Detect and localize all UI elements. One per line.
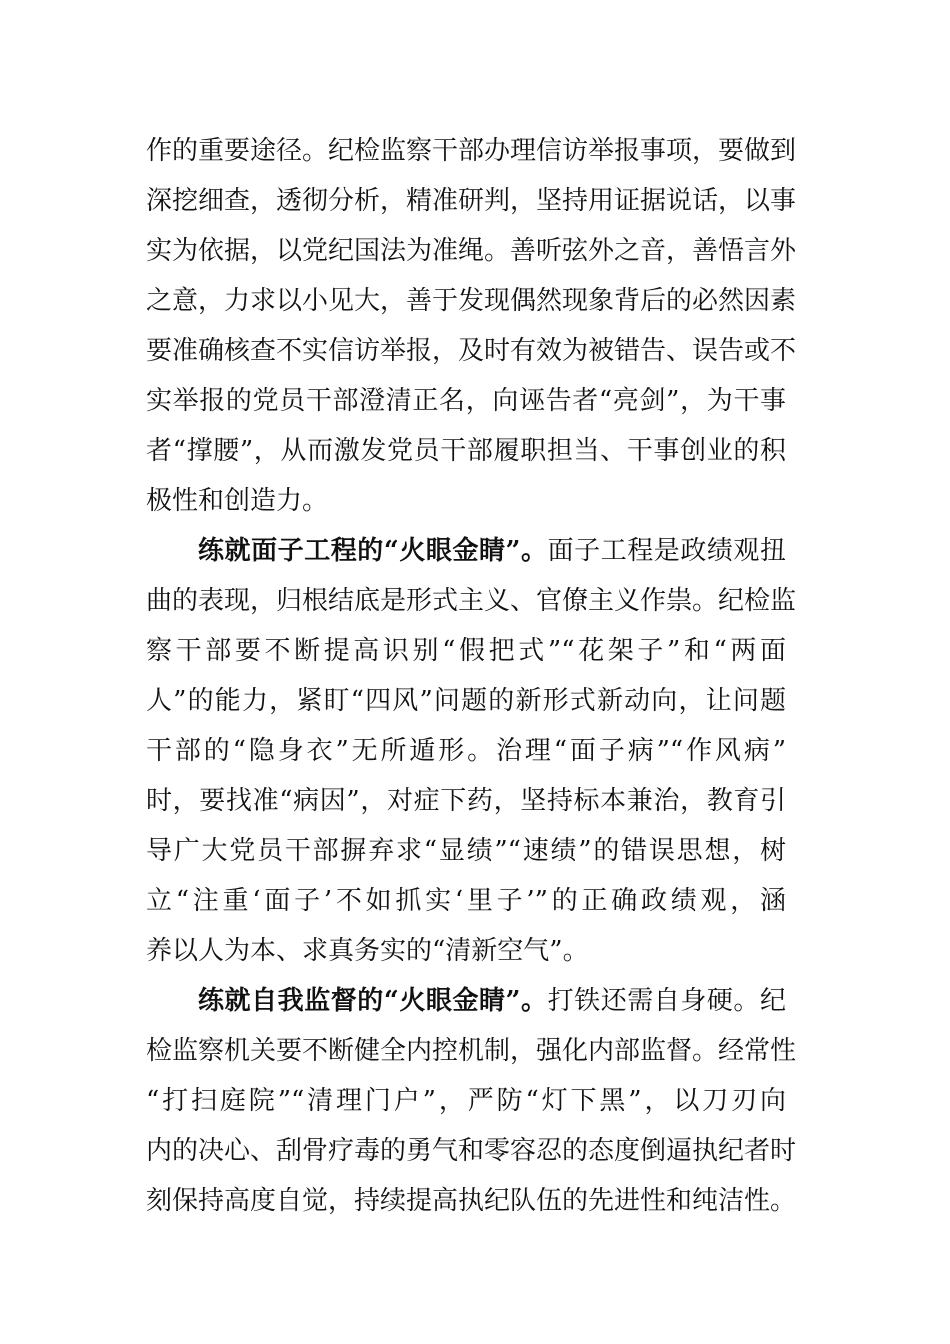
- text-line: 内的决心、刮骨疗毒的勇气和零容忍的态度倒逼执纪者时: [146, 1136, 797, 1166]
- text-line: 察干部要不断提高识别“假把式”“花架子”和“两面: [146, 636, 786, 666]
- document-body: [146, 126, 797, 1226]
- paragraph-3: [146, 976, 797, 1226]
- text-line: 检监察机关要不断健全内控机制，强化内部监督。经常性: [146, 1036, 797, 1066]
- text-line: 人”的能力，紧盯“四风”问题的新形式新动向，让问题: [146, 686, 786, 716]
- text-line: 立“注重‘面子’不如抓实‘里子’”的正确政绩观，涵: [146, 886, 786, 916]
- text-line: 干部的“隐身衣”无所遁形。治理“面子病”“作风病”: [146, 736, 786, 766]
- text-line: 者“撑腰”，从而激发党员干部履职担当、干事创业的积: [146, 436, 786, 466]
- text-line: 要准确核查不实信访举报，及时有效为被错告、误告或不: [146, 336, 797, 366]
- paragraph-heading: 练就面子工程的“火眼金睛”。: [198, 536, 548, 566]
- text-line: “打扫庭院”“清理门户”，严防“灯下黑”，以刀刃向: [146, 1086, 786, 1116]
- paragraph-heading: 练就自我监督的“火眼金睛”。: [198, 986, 548, 1016]
- text-line: 实举报的党员干部澄清正名，向诬告者“亮剑”，为干事: [146, 386, 786, 416]
- text-line: 刻保持高度自觉，持续提高执纪队伍的先进性和纯洁性。: [146, 1186, 797, 1216]
- paragraph-1: [146, 126, 797, 526]
- text-line: 导广大党员干部摒弃求“显绩”“速绩”的错误思想，树: [146, 836, 786, 866]
- text-line: 作的重要途径。纪检监察干部办理信访举报事项，要做到: [146, 136, 797, 166]
- paragraph-text: 打铁还需自身硬。纪: [547, 986, 786, 1016]
- text-line: 时，要找准“病因”，对症下药，坚持标本兼治，教育引: [146, 786, 786, 816]
- paragraph-2: [146, 526, 797, 976]
- paragraph-text: 面子工程是政绩观扭: [547, 536, 786, 566]
- text-line: 深挖细查，透彻分析，精准研判，坚持用证据说话，以事: [146, 186, 797, 216]
- text-line: 养以人为本、求真务实的“清新空气”。: [146, 936, 589, 966]
- text-line: 曲的表现，归根结底是形式主义、官僚主义作祟。纪检监: [146, 586, 797, 616]
- paragraph-first-line: [146, 976, 786, 1026]
- text-line: 之意，力求以小见大，善于发现偶然现象背后的必然因素: [146, 286, 797, 316]
- text-line: 实为依据，以党纪国法为准绳。善听弦外之音，善悟言外: [146, 236, 797, 266]
- paragraph-first-line: [146, 526, 786, 576]
- text-line: 极性和创造力。: [146, 486, 329, 516]
